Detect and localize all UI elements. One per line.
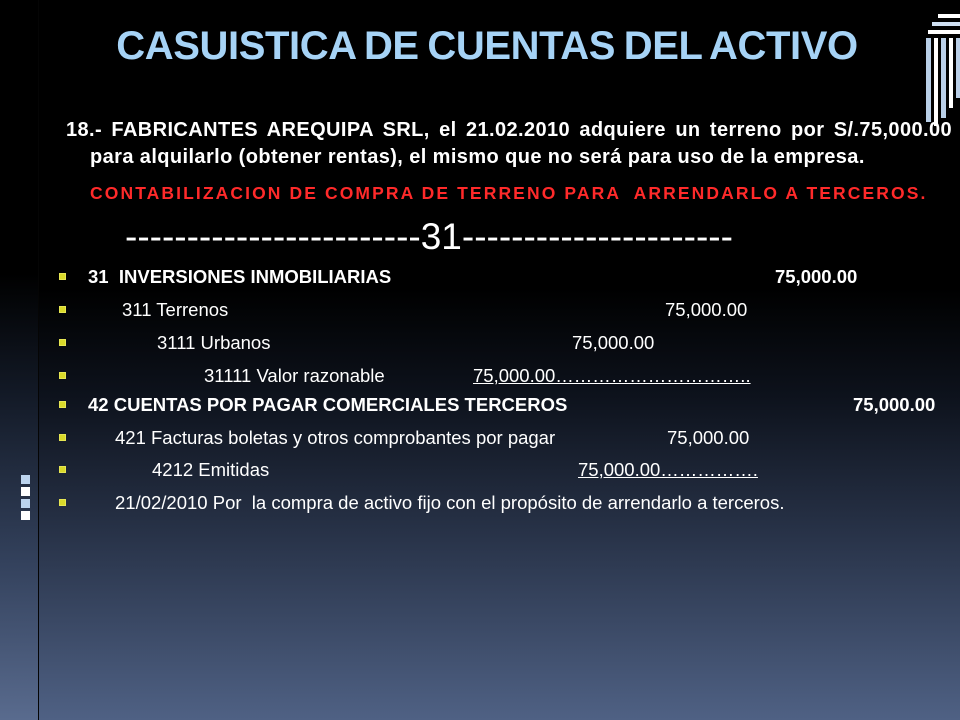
case-statement-line-2: para alquilarlo (obtener rentas), el mismo que no será para uso de la empresa. <box>90 146 865 168</box>
entry-amount: 75,000.00 <box>665 299 748 320</box>
entry-row <box>0 363 960 389</box>
entry-account: 31 INVERSIONES INMOBILIARIAS <box>88 266 392 287</box>
entry-description: 21/02/2010 Por la compra de activo fijo con el propósito de arrendarlo a terceros. <box>115 492 785 513</box>
entry-amount: 75,000.00 <box>775 266 858 287</box>
square-bullet-icon <box>59 434 66 441</box>
entry-amount: 75,000.00………………………….. <box>473 365 751 386</box>
entry-subheading: CONTABILIZACION DE COMPRA DE TERRENO PARA ARRENDARLO A TERCEROS. <box>90 183 928 203</box>
slide-title: CASUISTICA DE CUENTAS DEL ACTIVO <box>116 24 858 68</box>
entry-row <box>0 392 960 418</box>
entry-account: 31111 Valor razonable <box>204 365 385 386</box>
square-bullet-icon <box>59 306 66 313</box>
entry-account: 311 Terrenos <box>122 299 229 320</box>
case-statement-line-1: 18.- FABRICANTES AREQUIPA SRL, el 21.02.2010 adquiere un terreno por S/.75,000.00 <box>66 119 952 141</box>
square-bullet-icon <box>59 466 66 473</box>
entry-row <box>0 264 960 290</box>
entry-row <box>0 330 960 356</box>
entry-amount: 75,000.00 <box>853 394 936 415</box>
left-band <box>0 0 39 720</box>
entry-account: 42 CUENTAS POR PAGAR COMERCIALES TERCEROS <box>88 394 568 415</box>
entry-amount: 75,000.00……………. <box>578 459 758 480</box>
entry-amount: 75,000.00 <box>667 427 750 448</box>
account-divider: ------------------------31---------------------- <box>125 216 733 257</box>
entry-account: 421 Facturas boletas y otros comprobantes por pagar <box>115 427 556 448</box>
entry-row <box>0 457 960 483</box>
square-bullet-icon <box>59 273 66 280</box>
square-bullet-icon <box>59 499 66 506</box>
square-bullet-icon <box>59 372 66 379</box>
entry-row <box>0 425 960 451</box>
entry-amount: 75,000.00 <box>572 332 655 353</box>
entry-account: 3111 Urbanos <box>157 332 271 353</box>
square-bullet-icon <box>59 339 66 346</box>
square-bullet-icon <box>59 401 66 408</box>
entry-row <box>0 490 960 516</box>
entry-row <box>0 297 960 323</box>
entry-account: 4212 Emitidas <box>152 459 270 480</box>
